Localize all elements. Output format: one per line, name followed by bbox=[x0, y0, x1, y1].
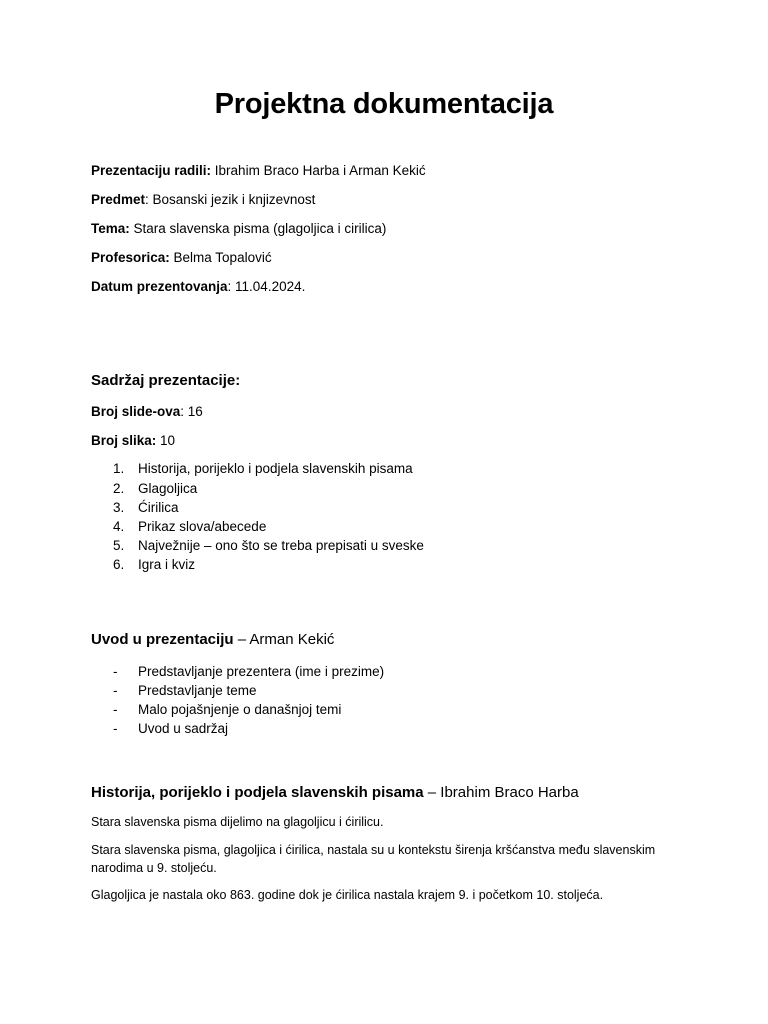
list-item-text: Igra i kviz bbox=[138, 557, 196, 572]
slides-count-value: : 16 bbox=[180, 404, 203, 419]
slides-count-label: Broj slide-ova bbox=[91, 404, 181, 419]
list-item-text: Predstavljanje prezentera (ime i prezime) bbox=[138, 664, 385, 679]
list-marker: - bbox=[113, 702, 118, 717]
intro-heading bbox=[91, 631, 334, 648]
date-line bbox=[91, 279, 305, 294]
teacher-value: Belma Topalović bbox=[169, 250, 272, 265]
list-marker: 1. bbox=[113, 461, 125, 476]
slides-count-line bbox=[91, 404, 203, 419]
history-heading bbox=[91, 784, 579, 801]
authors-label: Prezentaciju radili: bbox=[91, 163, 212, 178]
images-count-label: Broj slika: bbox=[91, 433, 157, 448]
teacher-line bbox=[91, 250, 272, 265]
intro-heading-title: Uvod u prezentaciju bbox=[91, 631, 234, 648]
history-paragraph: Glagoljica je nastala oko 863. godine dok je ćirilica nastala krajem 9. i početkom 10. stoljeća. bbox=[91, 888, 604, 902]
list-marker: - bbox=[113, 664, 118, 679]
list-marker: - bbox=[113, 683, 118, 698]
list-marker: 5. bbox=[113, 538, 125, 553]
history-heading-author: – Ibrahim Braco Harba bbox=[423, 784, 579, 801]
list-item-text: Malo pojašnjenje o današnjoj temi bbox=[138, 702, 342, 717]
contents-heading: Sadržaj prezentacije: bbox=[91, 372, 241, 389]
document-title: Projektna dokumentacija bbox=[214, 88, 554, 120]
list-item-text: Glagoljica bbox=[138, 481, 198, 496]
authors-value: Ibrahim Braco Harba i Arman Kekić bbox=[211, 163, 426, 178]
teacher-label: Profesorica: bbox=[91, 250, 170, 265]
list-marker: - bbox=[113, 721, 118, 736]
topic-label: Tema: bbox=[91, 221, 130, 236]
list-item-text: Predstavljanje teme bbox=[138, 683, 257, 698]
subject-value: : Bosanski jezik i knjizevnost bbox=[145, 192, 316, 207]
history-paragraph: Stara slavenska pisma, glagoljica i ćirilica, nastala su u kontekstu širenja kršćanstva među slavenskim narodima u 9. stoljeću. bbox=[91, 843, 656, 875]
date-value: : 11.04.2024. bbox=[227, 279, 306, 294]
history-heading-title: Historija, porijeklo i podjela slavenskih pisama bbox=[91, 784, 424, 801]
list-item-text: Uvod u sadržaj bbox=[138, 721, 229, 736]
list-marker: 6. bbox=[113, 557, 125, 572]
list-marker: 3. bbox=[113, 500, 125, 515]
subject-label: Predmet bbox=[91, 192, 146, 207]
list-item-text: Ćirilica bbox=[138, 500, 179, 515]
images-count-value: 10 bbox=[156, 433, 176, 448]
authors-line bbox=[91, 163, 426, 178]
topic-value: Stara slavenska pisma (glagoljica i cirilica) bbox=[129, 221, 387, 236]
subject-line bbox=[91, 192, 315, 207]
date-label: Datum prezentovanja bbox=[91, 279, 228, 294]
list-item-text: Prikaz slova/abecede bbox=[138, 519, 267, 534]
topic-line bbox=[91, 221, 386, 236]
list-item-text: Najvežnije – ono što se treba prepisati u sveske bbox=[138, 538, 424, 553]
history-paragraph: Stara slavenska pisma dijelimo na glagoljicu i ćirilicu. bbox=[91, 815, 384, 829]
list-marker: 2. bbox=[113, 481, 125, 496]
intro-heading-author: – Arman Kekić bbox=[233, 631, 335, 648]
list-marker: 4. bbox=[113, 519, 125, 534]
images-count-line bbox=[91, 433, 175, 448]
list-item-text: Historija, porijeklo i podjela slavenskih pisama bbox=[138, 461, 413, 476]
